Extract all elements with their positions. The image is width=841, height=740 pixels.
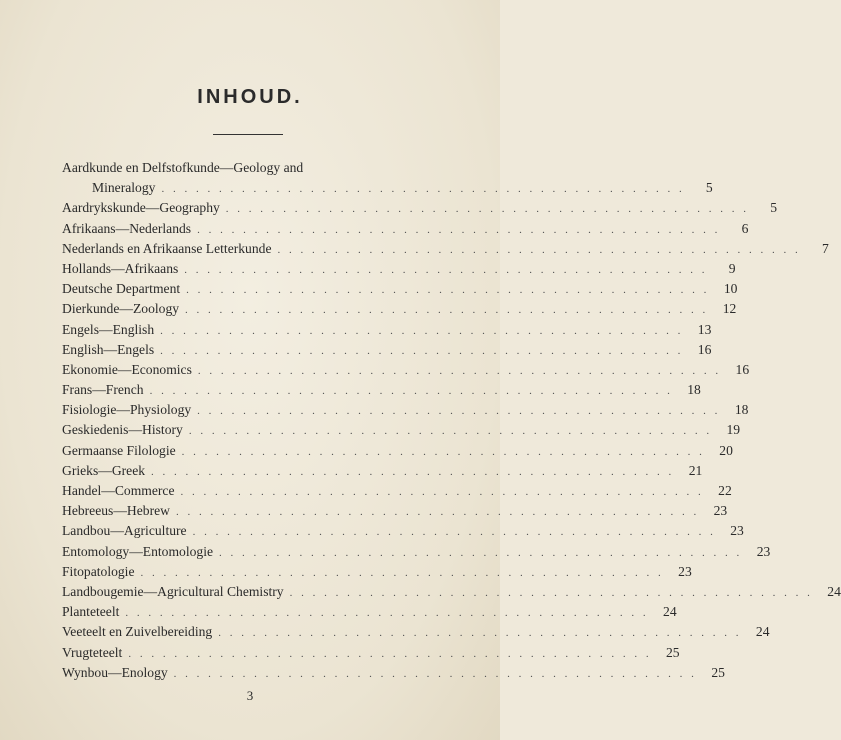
title-rule (213, 134, 283, 135)
toc-entry-page: 16 (697, 341, 712, 357)
toc-entry-title: Aardrykskunde—Geography (62, 200, 220, 216)
toc-entry (62, 198, 778, 218)
toc-entry-title: Landbou—Agriculture (62, 523, 187, 539)
leader-dots: . . . . . . . . . . . . . . . . . . . . . . . . . . . . . . . . . . . . . . . . . . . . . . (277, 243, 801, 256)
table-of-contents (62, 158, 841, 683)
leader-dots: . . . . . . . . . . . . . . . . . . . . . . . . . . . . . . . . . . . . . . . . . . . . . . (161, 183, 685, 196)
toc-entry (62, 320, 712, 340)
toc-entry-page: 13 (697, 321, 712, 337)
toc-entry-title: Geskiedenis—History (62, 422, 183, 438)
toc-entry (62, 219, 749, 239)
toc-entry-page: 12 (722, 301, 737, 317)
toc-entry-page: 24 (663, 604, 677, 620)
leader-dots: . . . . . . . . . . . . . . . . . . . . . . . . . . . . . . . . . . . . . . . . . . . . . . (197, 364, 722, 377)
leader-dots: . . . . . . . . . . . . . . . . . . . . . . . . . . . . . . . . . . . . . . . . . . . . . . (151, 465, 675, 478)
toc-entry-title: Fisiologie—Physiology (62, 402, 192, 418)
toc-entry-page: 21 (688, 462, 703, 478)
toc-entry-page: 20 (719, 442, 733, 458)
leader-dots: . . . . . . . . . . . . . . . . . . . . . . . . . . . . . . . . . . . . . . . . . . . . . . (128, 647, 652, 660)
toc-entry-title: Afrikaans—Nederlands (62, 220, 192, 236)
toc-entry (62, 340, 712, 360)
leader-dots: . . . . . . . . . . . . . . . . . . . . . . . . . . . . . . . . . . . . . . . . . . . . . . (140, 566, 664, 579)
toc-entry-page: 16 (735, 361, 750, 377)
leader-dots: . . . . . . . . . . . . . . . . . . . . . . . . . . . . . . . . . . . . . . . . . . . . . . (219, 546, 743, 559)
leader-dots: . . . . . . . . . . . . . . . . . . . . . . . . . . . . . . . . . . . . . . . . . . . . . . (160, 324, 684, 337)
toc-entry-title: Entomology—Entomologie (62, 543, 214, 559)
leader-dots: . . . . . . . . . . . . . . . . . . . . . . . . . . . . . . . . . . . . . . . . . . . . . . (192, 526, 716, 539)
leader-dots: . . . . . . . . . . . . . . . . . . . . . . . . . . . . . . . . . . . . . . . . . . . . . . (186, 284, 710, 297)
toc-entry-page: 24 (755, 624, 770, 640)
toc-entry-page: 23 (730, 523, 744, 539)
toc-entry-title: Grieks—Greek (62, 462, 146, 478)
toc-entry-title: Planteteelt (62, 604, 120, 620)
toc-entry-title: Landbougemie—Agricultural Chemistry (62, 583, 284, 599)
toc-entry-title: Handel—Commerce (62, 483, 175, 498)
toc-entry-page: 23 (678, 563, 692, 579)
toc-entry (62, 481, 732, 501)
leader-dots: . . . . . . . . . . . . . . . . . . . . . . . . . . . . . . . . . . . . . . . . . . . . . . (218, 627, 742, 640)
toc-entry-title: Hebreeus—Hebrew (62, 503, 170, 519)
leader-dots: . . . . . . . . . . . . . . . . . . . . . . . . . . . . . . . . . . . . . . . . . . . . . . (180, 486, 704, 498)
toc-entry-title: Germaanse Filologie (62, 442, 176, 458)
leader-dots: . . . . . . . . . . . . . . . . . . . . . . . . . . . . . . . . . . . . . . . . . . . . . . (225, 203, 750, 216)
toc-entry-title: Engels—English (62, 321, 155, 337)
toc-entry (62, 380, 701, 400)
toc-entry-page: 19 (726, 422, 741, 438)
toc-entry-title: Vrugteteelt (62, 644, 123, 660)
page-number: 3 (246, 688, 254, 703)
toc-entry-page: 18 (687, 382, 701, 398)
page-title: INHOUD. (197, 86, 303, 108)
toc-entry (62, 400, 749, 420)
toc-entry (62, 299, 737, 319)
toc-entry-title: Nederlands en Afrikaanse Letterkunde (62, 240, 272, 256)
toc-entry-page: 5 (705, 180, 713, 196)
toc-entry (62, 622, 770, 642)
toc-entry-page: 24 (827, 583, 841, 599)
toc-entry (62, 461, 703, 481)
toc-entry-title: Wynbou—Enology (62, 664, 168, 680)
toc-entry-page: 25 (711, 664, 725, 680)
leader-dots: . . . . . . . . . . . . . . . . . . . . . . . . . . . . . . . . . . . . . . . . . . . . . . (173, 667, 697, 680)
toc-entry-title: Hollands—Afrikaans (62, 260, 179, 276)
toc-entry (62, 441, 733, 461)
toc-entry (62, 562, 692, 582)
toc-entry-title: Mineralogy (92, 180, 156, 196)
toc-entry-page: 5 (770, 200, 778, 216)
toc-entry-page: 18 (734, 402, 749, 418)
leader-dots: . . . . . . . . . . . . . . . . . . . . . . . . . . . . . . . . . . . . . . . . . . . . . . (188, 425, 713, 438)
toc-entry (62, 420, 741, 440)
toc-entry (62, 158, 434, 178)
toc-entry-title: Ekonomie—Economics (62, 361, 192, 377)
leader-dots: . . . . . . . . . . . . . . . . . . . . . . . . . . . . . . . . . . . . . . . . . . . . . . (175, 506, 700, 519)
toc-entry (62, 360, 750, 380)
toc-entry-page: 23 (713, 503, 728, 519)
toc-entry-title: Frans—French (62, 382, 144, 398)
toc-entry-page: 9 (728, 260, 736, 276)
toc-entry-title: Veeteelt en Zuivelbereiding (62, 624, 213, 640)
leader-dots: . . . . . . . . . . . . . . . . . . . . . . . . . . . . . . . . . . . . . . . . . . . . . . (197, 223, 721, 236)
leader-dots: . . . . . . . . . . . . . . . . . . . . . . . . . . . . . . . . . . . . . . . . . . . . . . (149, 385, 673, 398)
toc-entry-title: Dierkunde—Zoology (62, 301, 180, 317)
leader-dots: . . . . . . . . . . . . . . . . . . . . . . . . . . . . . . . . . . . . . . . . . . . . . . (125, 607, 649, 620)
leader-dots: . . . . . . . . . . . . . . . . . . . . . . . . . . . . . . . . . . . . . . . . . . . . . . (181, 445, 705, 458)
leader-dots: . . . . . . . . . . . . . . . . . . . . . . . . . . . . . . . . . . . . . . . . . . . . . . (197, 405, 721, 418)
toc-entry (62, 239, 829, 259)
leader-dots: . . . . . . . . . . . . . . . . . . . . . . . . . . . . . . . . . . . . . . . . . . . . . . (289, 586, 813, 599)
toc-entry-title: Deutsche Department (62, 281, 181, 297)
toc-entry (62, 501, 728, 521)
toc-entry (62, 602, 677, 622)
toc-entry (62, 259, 736, 279)
toc-entry-page: 10 (723, 281, 738, 297)
toc-entry-title: Fitopatologie (62, 563, 135, 579)
toc-entry (62, 279, 738, 299)
toc-entry-page: 25 (666, 644, 680, 660)
leader-dots: . . . . . . . . . . . . . . . . . . . . . . . . . . . . . . . . . . . . . . . . . . . . . . (185, 304, 709, 317)
toc-entry (62, 178, 713, 198)
toc-entry-page: 23 (756, 543, 771, 559)
toc-entry-title: Aardkunde en Delfstofkunde—Geology and (62, 160, 304, 175)
toc-entry (62, 542, 771, 562)
toc-entry (62, 582, 841, 602)
toc-entry-page: 22 (718, 483, 732, 498)
leader-dots: . . . . . . . . . . . . . . . . . . . . . . . . . . . . . . . . . . . . . . . . . . . . . . (184, 263, 708, 276)
toc-entry-title: English—Engels (62, 341, 155, 357)
leader-dots: . . . . . . . . . . . . . . . . . . . . . . . . . . . . . . . . . . . . . . . . . . . . . . (160, 344, 684, 357)
toc-entry (62, 521, 744, 541)
toc-entry (62, 663, 725, 683)
toc-entry (62, 643, 680, 663)
toc-entry-page: 7 (821, 240, 829, 256)
toc-entry-page: 6 (741, 220, 749, 236)
